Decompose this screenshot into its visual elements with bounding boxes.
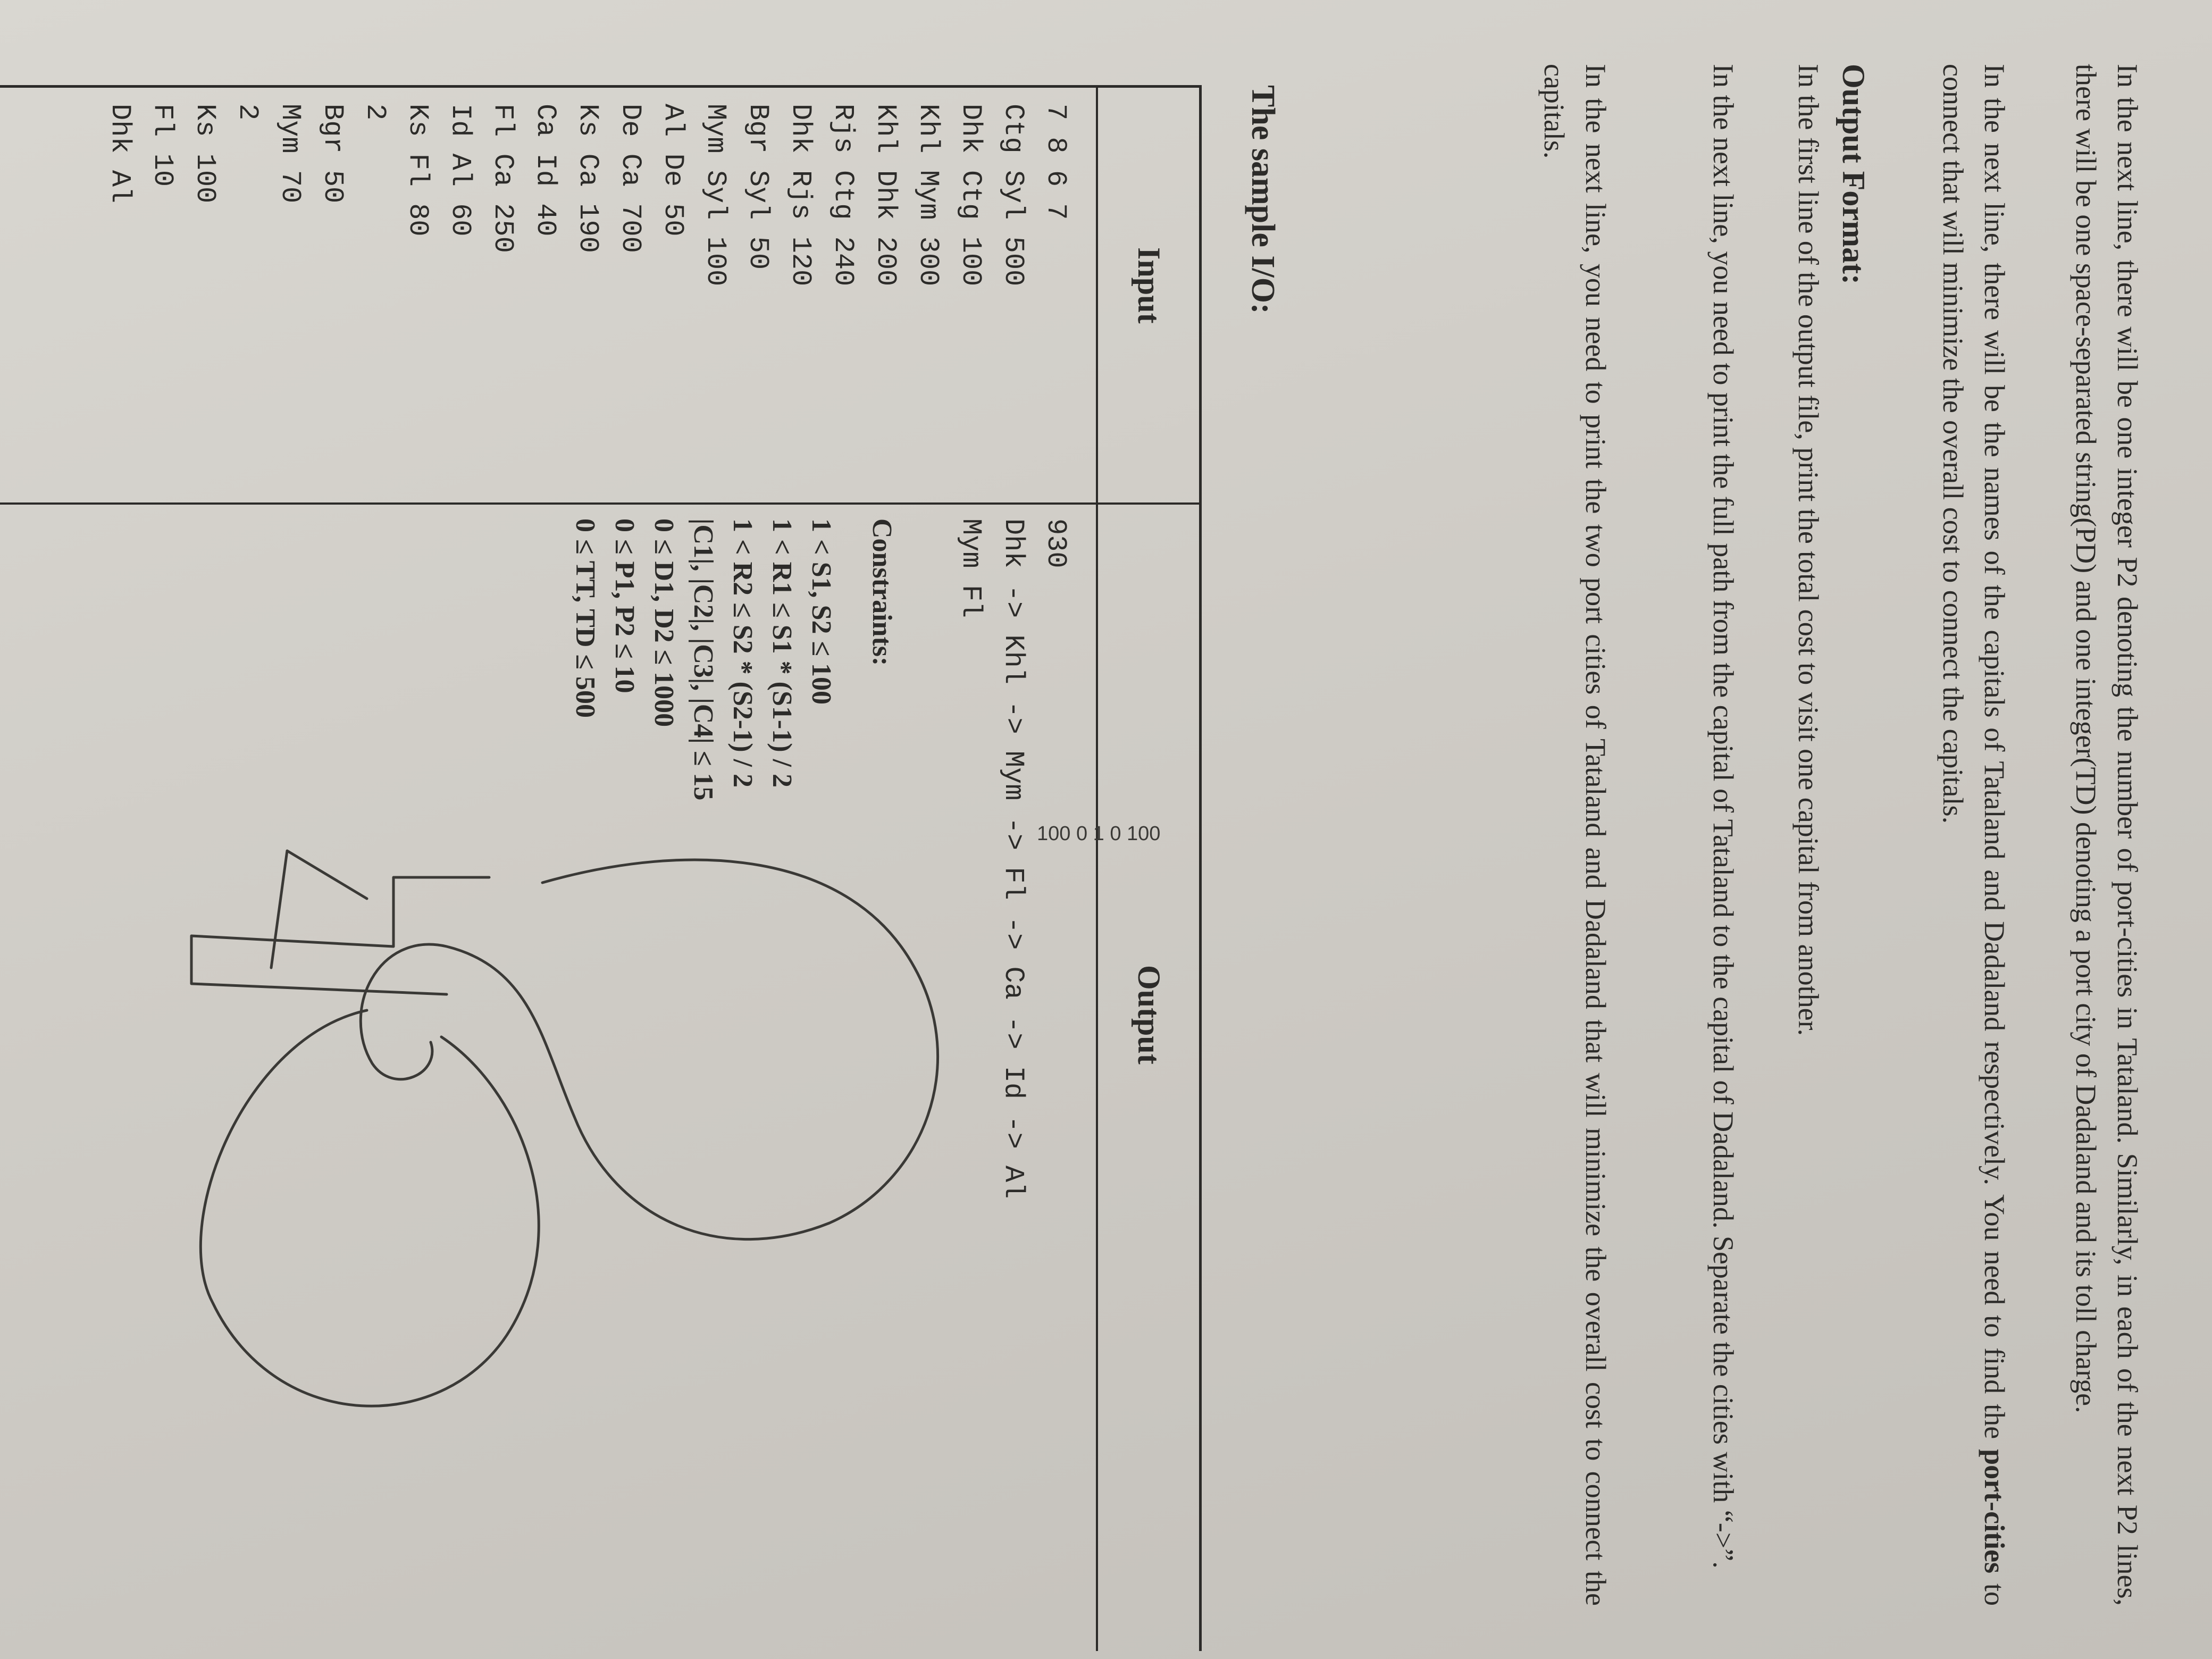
intro-paragraph-2: In the next line, there will be the names of the capitals of Tataland and Dadaland respectively. You need to find the port-cities to connect that will minimize the overall cost to connect the capitals. — [1937, 64, 2010, 1606]
input-line: Ks Ca 190 — [572, 104, 604, 253]
intro-paragraph-1: In the next line, there will be one integer P2 denoting the number of port-cities in Tataland. Similarly, in each of the next P2 lines, there will be one space-separated string(PD) and one integer(TD) denoting a port city of Dadaland and its toll charge. — [2070, 64, 2143, 1606]
constraint-line: |C1|, |C2|, |C3|, |C4| ≤ 15 — [688, 518, 718, 801]
input-line: Ks 100 — [189, 104, 221, 204]
input-line: 2 — [359, 104, 391, 121]
scribble-box — [191, 877, 489, 994]
input-line: Rjs Ctg 240 — [827, 104, 859, 287]
input-line: Id Al 60 — [445, 104, 476, 237]
input-line: Mym 70 — [274, 104, 306, 204]
input-line: 2 — [232, 104, 263, 121]
input-column-header: Input — [1132, 247, 1167, 324]
input-line: Khl Dhk 200 — [870, 104, 901, 287]
constraint-line: 1 < R2 ≤ S2 * (S2-1) / 2 — [727, 518, 758, 787]
input-line: Bgr Syl 50 — [742, 104, 774, 270]
constraint-line: 0 ≤ D1, D2 ≤ 1000 — [649, 518, 679, 727]
input-line: Dhk Ctg 100 — [955, 104, 986, 287]
port-cities-emphasis: port-cities — [1979, 1449, 2010, 1574]
constraint-line: 1 < R1 ≤ S1 * (S1-1) / 2 — [767, 518, 797, 787]
output-line: 930 — [1040, 518, 1071, 568]
input-line: Fl Ca 250 — [487, 104, 518, 253]
output-line: Dhk -> Khl -> Mym -> Fl -> Ca -> Id -> Al — [998, 518, 1029, 1199]
scribble-loop-lower — [200, 1010, 539, 1406]
handwritten-note: 100 0 1 0 100 — [1037, 823, 1161, 845]
output-format-paragraph-2: In the next line, you need to print the full path from the capital of Tataland to the capital of Dadaland. Separate the cities with “->”. — [1707, 64, 1739, 1569]
input-line: Khl Mym 300 — [912, 104, 944, 287]
input-line: Ctg Syl 500 — [998, 104, 1029, 287]
sample-io-title: The sample I/O: — [1245, 85, 1281, 314]
input-line: Mym Syl 100 — [700, 104, 731, 287]
output-format-paragraph-3: In the next line, you need to print the two port cities of Tataland and Dadaland that will minimize the overall cost to connect the capitals. — [1538, 64, 1612, 1606]
constraint-line: 0 ≤ TT, TD ≤ 500 — [570, 518, 600, 718]
input-line: Ca Id 40 — [530, 104, 561, 237]
input-line: Dhk Rjs 120 — [785, 104, 816, 287]
constraints-title: Constraints: — [867, 518, 897, 666]
input-line: Fl 10 — [147, 104, 178, 187]
input-line: Al De 50 — [657, 104, 689, 237]
input-line: 7 8 6 7 — [1040, 104, 1071, 220]
output-format-paragraph-1: In the first line of the output file, print the total cost to visit one capital from another. — [1792, 64, 1824, 1036]
scribble-loop-upper — [361, 860, 937, 1239]
constraint-line: 1 < S1, S2 ≤ 100 — [806, 518, 836, 705]
input-line: Bgr 50 — [317, 104, 348, 204]
constraint-line: 0 ≤ P1, P2 ≤ 10 — [609, 518, 640, 693]
output-column-header: Output — [1132, 965, 1167, 1065]
input-line: De Ca 700 — [615, 104, 646, 253]
input-line: Ks Fl 80 — [402, 104, 433, 237]
output-line: Mym Fl — [955, 518, 986, 618]
output-format-heading: Output Format: — [1836, 64, 1871, 284]
scribble-corner — [271, 851, 367, 968]
input-line: Dhk Al — [104, 104, 136, 204]
